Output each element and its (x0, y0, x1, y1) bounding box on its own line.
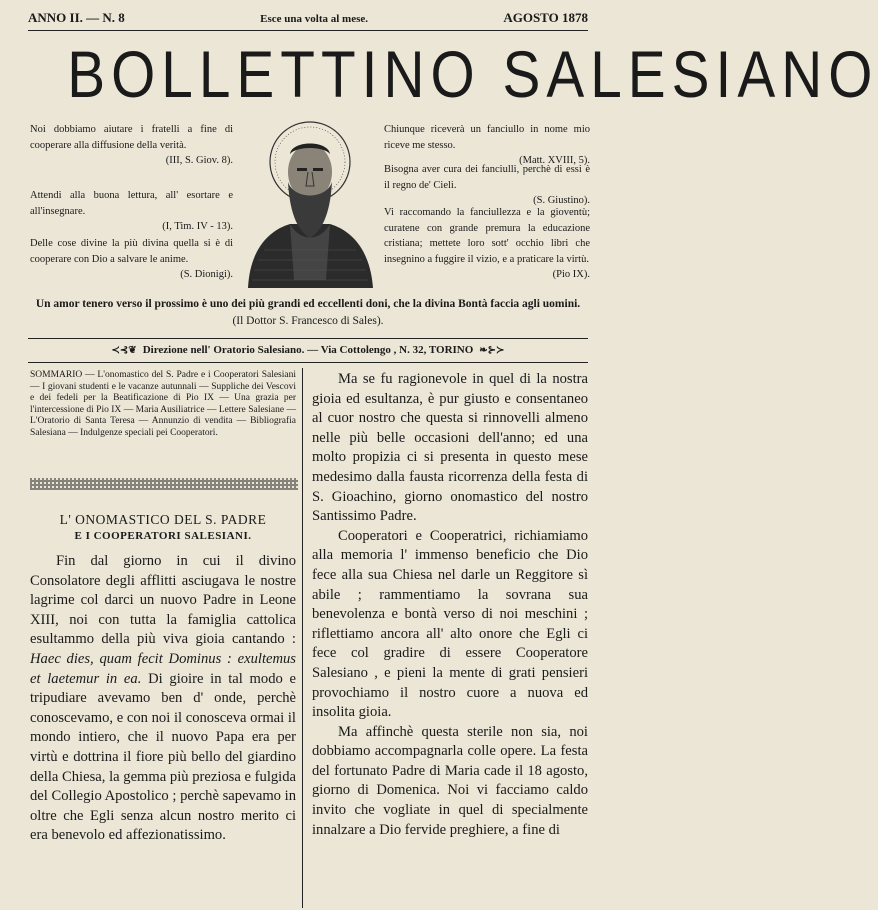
quote-left-3 (30, 236, 233, 283)
quote-right-3 (384, 205, 590, 283)
direzione-text: Direzione nell' Oratorio Salesiano. — Via Cottolengo , N. 32, TORINO (142, 344, 474, 356)
quote-ref: (S. Giustino). (533, 195, 590, 206)
sommario (30, 370, 296, 439)
article-paragraph: Ma se fu ragionevole in quel di la nostra gioia ed esultanza, è pur giusto e consentaneo al cuor nostro che questa si rinnovelli almeno nelle più belle occasioni dell'anno; ed una molto propizia ci si presenta in questo mese medesimo dalla fausta ricorrenza della festa di S. Gioachino, giorno onomastico del nostro Santissimo Padre. (312, 371, 588, 525)
quote-right-2 (384, 162, 590, 209)
masthead-title: BOLLETTINO SALESIANO (67, 37, 878, 111)
direzione-line (28, 342, 588, 358)
quote-text: Bisogna aver cura dei fanciulli, perchè di essi è il regno de' Cieli. (384, 164, 590, 191)
portrait-engraving (244, 120, 377, 288)
quote-text: Attendi alla buona lettura, all' esortare e all'insegnare. (30, 190, 233, 217)
article-right-column (312, 370, 588, 840)
quote-ref: (I, Tim. IV - 13). (162, 221, 233, 232)
motto-text: Un amor tenero verso il prossimo è uno dei più grandi ed eccellenti doni, che la divina Bontà faccia agli uomini. (35, 298, 581, 310)
article-title: L' ONOMASTICO DEL S. PADRE (59, 512, 267, 527)
paragraph-text: Fin dal giorno in cui il divino Consolatore degli afflitti asciugava le nostre lagrime col darci un nuovo Padre in Leone XIII, noi con tutta la famiglia cattolica esultammo della più viva gioia cantando : (30, 553, 296, 648)
paragraph-text: Di gioire in tal modo e tripudiare avevamo ben d' onde, perchè conoscevamo, e con noi il conosceva ormai il mondo intiero, che il nuovo Papa era per virtù e dottrina il fiore più bello del giardino della Chiesa, la gemma più preziosa e fulgida del Collegio Apostolico ; perchè sapevamo in oltre che Egli senza alcun nostro merito ci era benevolo ed affezionatissimo. (30, 670, 296, 844)
issue-date: AGOSTO 1878 (503, 10, 588, 25)
quote-ref: (Matt. XVIII, 5). (519, 155, 590, 166)
sommario-label: SOMMARIO (30, 370, 83, 380)
ornament-left-icon: ≺⊰❦ (111, 344, 137, 356)
quote-text: Delle cose divine la più divina quella si è di cooperare con Dio a salvare le anime. (30, 238, 233, 265)
quote-ref: (III, S. Giov. 8). (165, 155, 233, 166)
motto (28, 296, 588, 330)
sommario-text: — L'onomastico del S. Padre e i Cooperatori Salesiani — I giovani studenti e le vacanze autunnali — Suppliche dei Vescovi e dei fedeli per la Beatificazione di Pio IX — Una grazia per l'intercessione di Pio IX — Maria Ausiliatrice — Lettere Salesiane — L'Oratorio di Santa Teresa — Annunzio di vendita — Bibliografia Salesiana — Indulgenze speciali pei Cooperatori. (30, 370, 296, 438)
ornamental-border (30, 478, 298, 490)
article-paragraph: Ma affinchè questa sterile non sia, noi dobbiamo accompagnarla colle opere. La festa del fortunato Padre di Maria cade il 18 agosto, giorno di Domenica. Noi vi facciamo caldo invito che vogliate in quel di specialmente innalzare a Dio fervide preghiere, a fine di (312, 723, 588, 838)
latin-quote: Haec dies, quam fecit Dominus : exultemus et laetemur in ea. (30, 650, 296, 687)
header-rule (28, 30, 588, 31)
motto-ref: (Il Dottor S. Francesco di Sales). (232, 315, 384, 327)
article-subtitle: E I COOPERATORI SALESIANI. (74, 530, 252, 542)
article-left-column (30, 552, 296, 846)
issue-header (28, 10, 588, 28)
quote-text: Chiunque riceverà un fanciullo in nome mio riceve me stesso. (384, 124, 590, 151)
article-paragraph (30, 552, 296, 846)
direzione-bottom-rule (28, 362, 588, 363)
quote-left-1 (30, 122, 233, 169)
ornament-right-icon: ❧⊱≻ (479, 344, 505, 356)
article-paragraph: Cooperatori e Cooperatrici, richiamiamo alla memoria l' immenso beneficio che Dio fece alla sua Chiesa nel darle un Reggitore sì abile ; rammentiamo la sovrana sua benevolenza e bontà verso di noi meschini ; riflettiamo ancora all' alto onore che Egli ci fece col gradire di essere Cooperatore Salesiano , e pieni la mente di grati pensieri provochiamo il nostro cuore a nuova ed insolita gioia. (312, 527, 588, 721)
direzione-top-rule (28, 338, 588, 339)
quote-left-2 (30, 188, 233, 235)
column-divider (302, 368, 303, 908)
quote-text: Vi raccomando la fanciullezza e la gioventù; curatene con grande premura la educazione cristiana; mettete loro sott' occhio libri che insegnino a fuggire il vizio, e a praticare la virtù. (384, 207, 590, 265)
issue-number: ANNO II. — N. 8 (28, 10, 125, 25)
quote-ref: (S. Dionigi). (180, 269, 233, 280)
quote-ref: (Pio IX). (552, 269, 590, 280)
publication-frequency: Esce una volta al mese. (260, 13, 368, 25)
quote-text: Noi dobbiamo aiutare i fratelli a fine di cooperare alla diffusione della verità. (30, 124, 233, 151)
